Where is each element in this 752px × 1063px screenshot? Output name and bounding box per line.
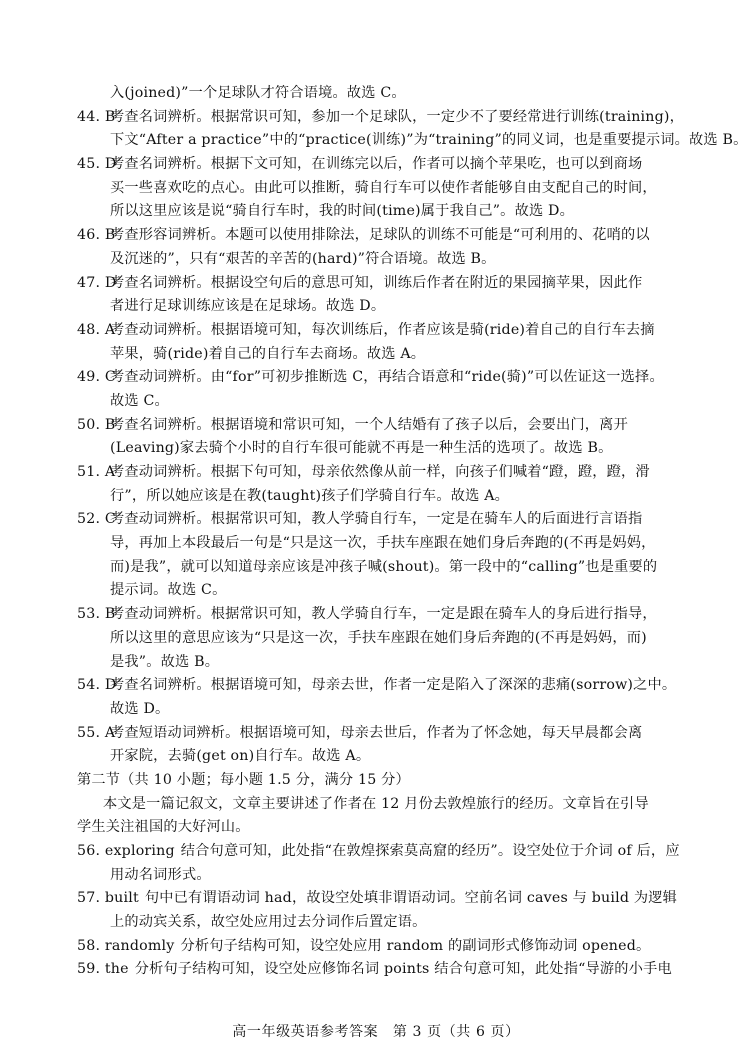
explanation-continuation-line: 所以这里的意思应该为“只是这一次，手扶车座跟在她们身后奔跑的(不再是妈妈，而) [110,629,647,646]
answer-explanation: 考查短语动词辨析。根据语境可知，母亲去世后，作者为了怀念她，每天早晨都会离 [110,724,643,741]
answer-explanation: 分析句子结构可知，设空处应修饰名词 points 结合句意可知，此处指“导游的小手电 [134,961,672,978]
answer-entry-line [0,319,752,343]
answer-number: 49. C [77,369,116,386]
answer-number: 57. built [77,890,139,907]
explanation-continuation-line: 故选 C。 [110,392,169,409]
explanation-continuation-line: 者进行足球训练应该是在足球场。故选 D。 [110,298,386,315]
explanation-continuation-line: 入(joined)”一个足球队才符合语境。故选 C。 [110,85,406,101]
answer-number: 52. C [77,511,116,528]
answer-entry-line [0,603,752,627]
answer-number: 47. D [77,274,117,291]
answer-explanation: 考查动词辨析。根据下句可知，母亲依然像从前一样，向孩子们喊着“蹬，蹬，蹬，滑 [110,464,650,480]
section-text-line: 第二节（共 10 小题；每小题 1.5 分，满分 15 分） [77,771,410,788]
answer-entry-line [0,414,752,438]
answer-explanation: 考查动词辨析。根据语境可知，每次训练后，作者应该是骑(ride)着自己的自行车去摘 [110,321,655,338]
answer-entry-line [0,508,752,532]
answer-entry-line [0,106,752,130]
explanation-continuation-line: 买一些喜欢吃的点心。由此可以推断，骑自行车可以使作者能够自由支配自己的时间， [110,179,657,196]
answer-number: 59. the [77,961,129,978]
explanation-continuation-line: 开家院，去骑(get on)自行车。故选 A。 [110,748,371,765]
explanation-continuation-line: 用动名词形式。 [110,866,211,883]
explanation-continuation-line: 苹果，骑(ride)着自己的自行车去商场。故选 A。 [110,345,426,362]
answer-entry-line [0,958,752,982]
explanation-continuation-line: 行”，所以她应该是在教(taught)孩子们学骑自行车。故选 A。 [110,487,510,504]
answer-explanation: 分析句子结构可知，设空处应用 random 的副词形式修饰动词 opened。 [180,937,651,954]
explanation-continuation-line: 上的动宾关系，故空处应用过去分词作后置定语。 [110,914,427,931]
page-footer: 高一年级英语参考答案 第 3 页（共 6 页） [232,1024,520,1040]
answer-explanation: 考查动词辨析。根据常识可知，教人学骑自行车，一定是跟在骑车人的身后进行指导， [110,606,657,623]
answer-number: 56. exploring [77,843,175,859]
answer-explanation: 考查形容词辨析。本题可以使用排除法，足球队的训练不可能是“可利用的、花哨的以 [110,227,650,244]
explanation-continuation-line: 提示词。故选 C。 [110,582,227,599]
explanation-continuation-line: 而)是我”，就可以知道母亲应该是冲孩子喊(shout)。第一段中的“calling”也是重要的 [110,558,658,575]
answer-entry-line [0,722,752,746]
answer-explanation: 考查名词辨析。根据设空句后的意思可知，训练后作者在附近的果园摘苹果，因此作 [110,274,643,291]
answer-entry-line [0,887,752,911]
answer-number: 53. B [77,606,116,623]
answer-number: 54. D [77,677,117,694]
answer-number: 58. randomly [77,937,175,954]
explanation-continuation-line: 是我”。故选 B。 [110,653,220,670]
answer-number: 51. A [77,464,116,480]
explanation-continuation-line: 导，再加上本段最后一句是“只是这一次，手扶车座跟在她们身后奔跑的(不再是妈妈， [110,535,656,552]
answer-entry-line [0,366,752,390]
answer-entry-line [0,224,752,248]
answer-explanation: 考查动词辨析。由“for”可初步推断选 C，再结合语意和“ride(骑)”可以佐证这一选择。 [110,369,664,386]
answer-number: 55. A [77,724,116,741]
answer-entry-line [0,461,752,485]
answer-entry-line [0,272,752,296]
answer-key-body [0,82,752,982]
answer-entry-line [0,674,752,698]
answer-number: 50. B [77,416,116,433]
answer-number: 44. B [77,108,116,125]
answer-explanation: 考查名词辨析。根据常识可知，参加一个足球队，一定少不了要经常进行训练(training)， [110,108,685,125]
answer-explanation: 句中已有谓语动词 had，故设空处填非谓语动词。空前名词 caves 与 build 为逻辑 [144,890,678,907]
answer-explanation: 考查名词辨析。根据语境可知，母亲去世，作者一定是陷入了深深的悲痛(sorrow)之中。 [110,677,677,694]
answer-explanation: 结合句意可知，此处指“在敦煌探索莫高窟的经历”。设空处位于介词 of 后，应 [180,843,680,859]
answer-entry-line [0,153,752,177]
answer-explanation: 考查动词辨析。根据常识可知，教人学骑自行车，一定是在骑车人的后面进行言语指 [110,511,643,528]
explanation-continuation-line: 下文“After a practice”中的“practice(训练)”为“training”的同义词，也是重要提示词。故选 B。 [110,132,748,149]
explanation-continuation-line: (Leaving)家去骑个小时的自行车很可能就不再是一种生活的选项了。故选 B。 [110,440,613,457]
answer-number: 48. A [77,321,116,338]
explanation-continuation-line: 所以这里应该是说“骑自行车时，我的时间(time)属于我自己”。故选 D。 [110,203,575,220]
answer-explanation: 考查名词辨析。根据语境和常识可知，一个人结婚有了孩子以后，会要出门，离开 [110,416,628,433]
explanation-continuation-line: 故选 D。 [110,700,170,717]
section-text-line: 本文是一篇记叙文，文章主要讲述了作者在 12 月份去敦煌旅行的经历。文章旨在引导 [103,795,649,812]
answer-entry-line [0,935,752,959]
section-text-line: 学生关注祖国的大好河山。 [77,819,250,836]
answer-entry-line [0,840,752,864]
explanation-continuation-line: 及沉迷的”，只有“艰苦的辛苦的(hard)”符合语境。故选 B。 [110,250,496,267]
answer-explanation: 考查名词辨析。根据下文可知，在训练完以后，作者可以摘个苹果吃，也可以到商场 [110,156,643,173]
answer-number: 46. B [77,227,116,244]
answer-number: 45. D [77,156,117,173]
